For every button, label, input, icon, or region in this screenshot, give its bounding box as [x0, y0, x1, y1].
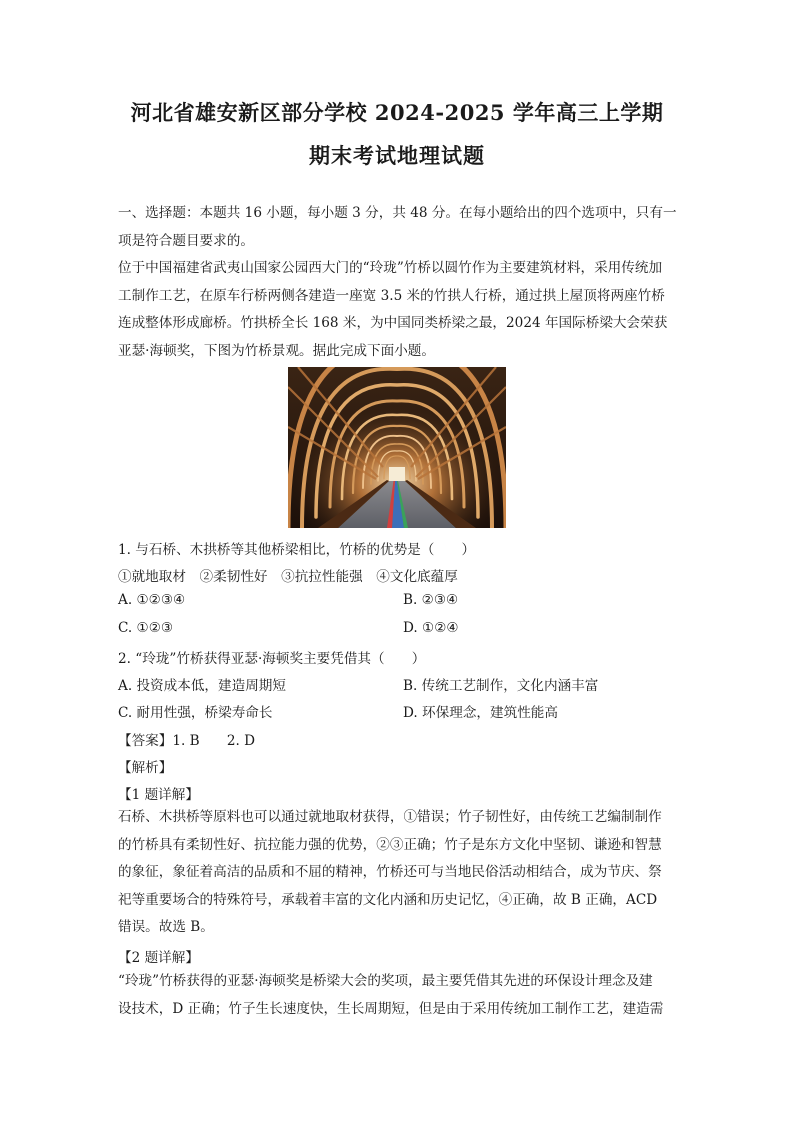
exam-subtitle: 期末考试地理试题	[309, 143, 485, 168]
question-2-option-b: B. 传统工艺制作，文化内涵丰富	[403, 678, 599, 694]
bamboo-bridge-photo	[288, 367, 506, 528]
question-1-option-d: D. ①②④	[403, 620, 459, 636]
question-2-option-d: D. 环保理念，建筑性能高	[403, 705, 558, 721]
question-2-stem: 2. “玲珑”竹桥获得亚瑟·海顿奖主要凭借其（ ）	[118, 651, 426, 667]
analysis-label: 【解析】	[118, 760, 173, 776]
question-1-stem: 1. 与石桥、木拱桥等其他桥梁相比，竹桥的优势是（ ）	[118, 542, 476, 558]
instructions-line-2: 项是符合题目要求的。	[118, 232, 254, 249]
detail-1-label: 【1 题详解】	[118, 787, 199, 803]
passage-line-2: 工制作工艺，在原车行桥两侧各建造一座宽 3.5 米的竹拱人行桥，通过拱上屋顶将两座竹桥	[118, 287, 665, 304]
question-2-option-a: A. 投资成本低，建造周期短	[118, 678, 286, 694]
question-2-option-c: C. 耐用性强，桥梁寿命长	[118, 705, 273, 721]
passage-line-1: 位于中国福建省武夷山国家公园西大门的“玲珑”竹桥以圆竹作为主要建筑材料，采用传统加	[118, 260, 663, 277]
detail-1-line-2: 的竹桥具有柔韧性好、抗拉能力强的优势，②③正确；竹子是东方文化中坚韧、谦逊和智慧	[118, 836, 662, 853]
detail-1-line-3: 的象征，象征着高洁的品质和不屈的精神，竹桥还可与当地民俗活动相结合，成为节庆、祭	[118, 864, 662, 881]
detail-1-line-1: 石桥、木拱桥等原料也可以通过就地取材获得，①错误；竹子韧性好，由传统工艺编制制作	[118, 809, 662, 825]
question-1-option-c: C. ①②③	[118, 620, 174, 636]
passage-line-3: 连成整体形成廊桥。竹拱桥全长 168 米，为中国同类桥梁之最，2024 年国际桥梁大会荣获	[118, 315, 668, 332]
question-1-items: ①就地取材 ②柔韧性好 ③抗拉性能强 ④文化底蕴厚	[118, 569, 458, 585]
detail-1-body	[118, 804, 678, 942]
answer-key: 【答案】1. B 2. D	[118, 733, 256, 749]
section-instructions	[118, 200, 678, 366]
question-1-option-a: A. ①②③④	[118, 592, 186, 608]
detail-2-body	[118, 968, 678, 1023]
instructions-line-1: 一、选择题：本题共 16 小题，每小题 3 分，共 48 分。在每小题给出的四个选项中，只有一	[118, 205, 677, 221]
detail-2-line-1: “玲珑”竹桥获得的亚瑟·海顿奖是桥梁大会的奖项，最主要凭借其先进的环保设计理念及建	[118, 973, 653, 989]
detail-1-line-5: 错误。故选 B。	[118, 919, 214, 936]
exam-title: 河北省雄安新区部分学校 2024-2025 学年高三上学期	[130, 100, 664, 125]
question-1-option-b: B. ②③④	[403, 592, 459, 608]
detail-2-line-2: 设技术，D 正确；竹子生长速度快，生长周期短，但是由于采用传统加工制作工艺，建造需	[118, 1000, 664, 1017]
passage-line-4: 亚瑟·海顿奖，下图为竹桥景观。据此完成下面小题。	[118, 342, 435, 359]
detail-1-line-4: 祀等重要场合的特殊符号，承载着丰富的文化内涵和历史记忆，④正确，故 B 正确，ACD	[118, 891, 658, 908]
detail-2-label: 【2 题详解】	[118, 950, 199, 966]
